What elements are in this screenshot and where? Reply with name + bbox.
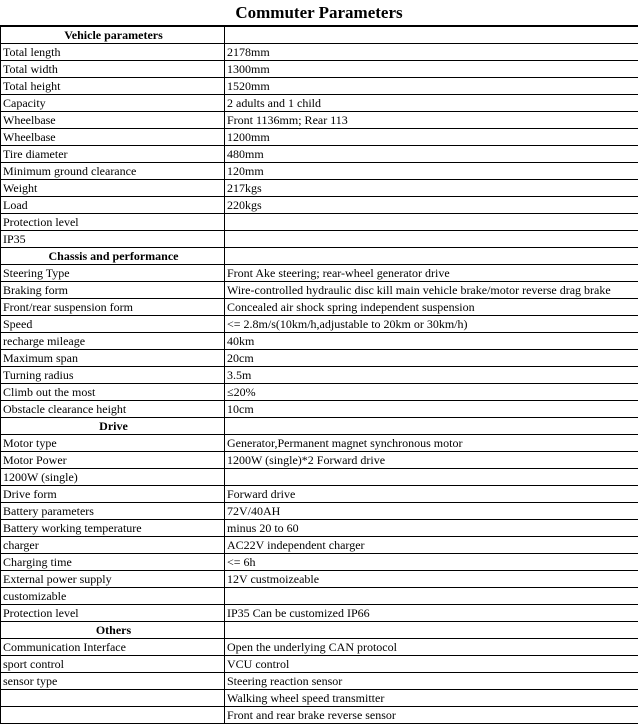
section-header-row	[1, 248, 638, 265]
parameter-value: 120mm	[225, 163, 638, 180]
parameter-value: AC22V independent charger	[225, 537, 638, 554]
section-heading-blank	[225, 622, 638, 639]
parameter-value: Forward drive	[225, 486, 638, 503]
parameters-table	[0, 26, 638, 724]
parameter-label: Speed	[1, 316, 225, 333]
parameter-label: Wheelbase	[1, 129, 225, 146]
table-row	[1, 129, 638, 146]
parameter-value: 1520mm	[225, 78, 638, 95]
parameter-value	[225, 214, 638, 231]
parameter-label: Battery working temperature	[1, 520, 225, 537]
table-row	[1, 605, 638, 622]
table-row	[1, 197, 638, 214]
parameter-value: 10cm	[225, 401, 638, 418]
parameter-value: 40km	[225, 333, 638, 350]
parameter-value: 220kgs	[225, 197, 638, 214]
parameter-value	[225, 469, 638, 486]
table-row	[1, 44, 638, 61]
parameter-label: Braking form	[1, 282, 225, 299]
parameter-label: Drive form	[1, 486, 225, 503]
section-header-row	[1, 27, 638, 44]
parameter-value: 2178mm	[225, 44, 638, 61]
parameter-label: Battery parameters	[1, 503, 225, 520]
table-row	[1, 78, 638, 95]
section-heading: Chassis and performance	[1, 248, 225, 265]
table-row	[1, 333, 638, 350]
table-row	[1, 588, 638, 605]
table-row	[1, 469, 638, 486]
parameter-label: sensor type	[1, 673, 225, 690]
section-header-row	[1, 622, 638, 639]
parameter-label: Tire diameter	[1, 146, 225, 163]
parameter-label: Maximum span	[1, 350, 225, 367]
parameter-value: 1300mm	[225, 61, 638, 78]
parameter-label: Protection level	[1, 214, 225, 231]
parameter-value: 12V custmoizeable	[225, 571, 638, 588]
table-row	[1, 656, 638, 673]
parameter-value: VCU control	[225, 656, 638, 673]
page-title: Commuter Parameters	[0, 0, 638, 26]
parameter-value: <= 6h	[225, 554, 638, 571]
section-heading: Vehicle parameters	[1, 27, 225, 44]
parameter-value: 2 adults and 1 child	[225, 95, 638, 112]
parameter-label: customizable	[1, 588, 225, 605]
parameter-label	[1, 690, 225, 707]
table-row	[1, 673, 638, 690]
parameter-value: <= 2.8m/s(10km/h,adjustable to 20km or 30km/h)	[225, 316, 638, 333]
parameter-value: Front 1136mm; Rear 113	[225, 112, 638, 129]
table-row	[1, 61, 638, 78]
table-row	[1, 367, 638, 384]
parameter-value	[225, 588, 638, 605]
parameter-label: Turning radius	[1, 367, 225, 384]
table-row	[1, 401, 638, 418]
parameter-value: 217kgs	[225, 180, 638, 197]
parameter-label: Total height	[1, 78, 225, 95]
parameter-label: IP35	[1, 231, 225, 248]
parameter-label: Motor type	[1, 435, 225, 452]
parameter-value: 3.5m	[225, 367, 638, 384]
parameter-label: Total length	[1, 44, 225, 61]
table-row	[1, 486, 638, 503]
parameter-value: IP35 Can be customized IP66	[225, 605, 638, 622]
parameter-value: 1200W (single)*2 Forward drive	[225, 452, 638, 469]
parameter-label: sport control	[1, 656, 225, 673]
table-row	[1, 112, 638, 129]
parameter-label: Climb out the most	[1, 384, 225, 401]
section-heading: Drive	[1, 418, 225, 435]
table-row	[1, 554, 638, 571]
section-header-row	[1, 418, 638, 435]
table-row	[1, 265, 638, 282]
table-row	[1, 231, 638, 248]
parameter-value: 72V/40AH	[225, 503, 638, 520]
parameter-value: Front Ake steering; rear-wheel generator drive	[225, 265, 638, 282]
parameter-label: recharge mileage	[1, 333, 225, 350]
parameter-value: Concealed air shock spring independent suspension	[225, 299, 638, 316]
table-row	[1, 350, 638, 367]
section-heading-blank	[225, 27, 638, 44]
parameter-value: Front and rear brake reverse sensor	[225, 707, 638, 724]
table-row	[1, 95, 638, 112]
parameter-value	[225, 231, 638, 248]
parameter-value: Open the underlying CAN protocol	[225, 639, 638, 656]
parameter-value: minus 20 to 60	[225, 520, 638, 537]
parameter-label: Capacity	[1, 95, 225, 112]
table-row	[1, 503, 638, 520]
parameter-label: Obstacle clearance height	[1, 401, 225, 418]
parameter-value: 20cm	[225, 350, 638, 367]
table-row	[1, 571, 638, 588]
parameter-value: Generator,Permanent magnet synchronous motor	[225, 435, 638, 452]
table-row	[1, 282, 638, 299]
table-row	[1, 639, 638, 656]
parameter-value: Steering reaction sensor	[225, 673, 638, 690]
parameter-value: Walking wheel speed transmitter	[225, 690, 638, 707]
parameter-label: Load	[1, 197, 225, 214]
parameter-label: Weight	[1, 180, 225, 197]
parameter-label: External power supply	[1, 571, 225, 588]
table-row	[1, 384, 638, 401]
parameter-label: Total width	[1, 61, 225, 78]
table-row	[1, 690, 638, 707]
table-row	[1, 435, 638, 452]
parameter-label: 1200W (single)	[1, 469, 225, 486]
parameter-label: charger	[1, 537, 225, 554]
table-row	[1, 180, 638, 197]
section-heading-blank	[225, 248, 638, 265]
table-row	[1, 299, 638, 316]
parameter-label: Charging time	[1, 554, 225, 571]
parameter-value: Wire-controlled hydraulic disc kill main vehicle brake/motor reverse drag brake	[225, 282, 638, 299]
table-row	[1, 537, 638, 554]
parameter-label: Protection level	[1, 605, 225, 622]
parameter-label: Steering Type	[1, 265, 225, 282]
parameter-value: 1200mm	[225, 129, 638, 146]
section-heading: Others	[1, 622, 225, 639]
parameter-value: ≤20%	[225, 384, 638, 401]
table-row	[1, 452, 638, 469]
parameter-value: 480mm	[225, 146, 638, 163]
table-row	[1, 520, 638, 537]
parameter-label: Front/rear suspension form	[1, 299, 225, 316]
parameter-label: Communication Interface	[1, 639, 225, 656]
table-row	[1, 146, 638, 163]
section-heading-blank	[225, 418, 638, 435]
table-row	[1, 316, 638, 333]
parameter-label: Motor Power	[1, 452, 225, 469]
table-row	[1, 163, 638, 180]
table-row	[1, 214, 638, 231]
parameter-label: Wheelbase	[1, 112, 225, 129]
parameter-label: Minimum ground clearance	[1, 163, 225, 180]
